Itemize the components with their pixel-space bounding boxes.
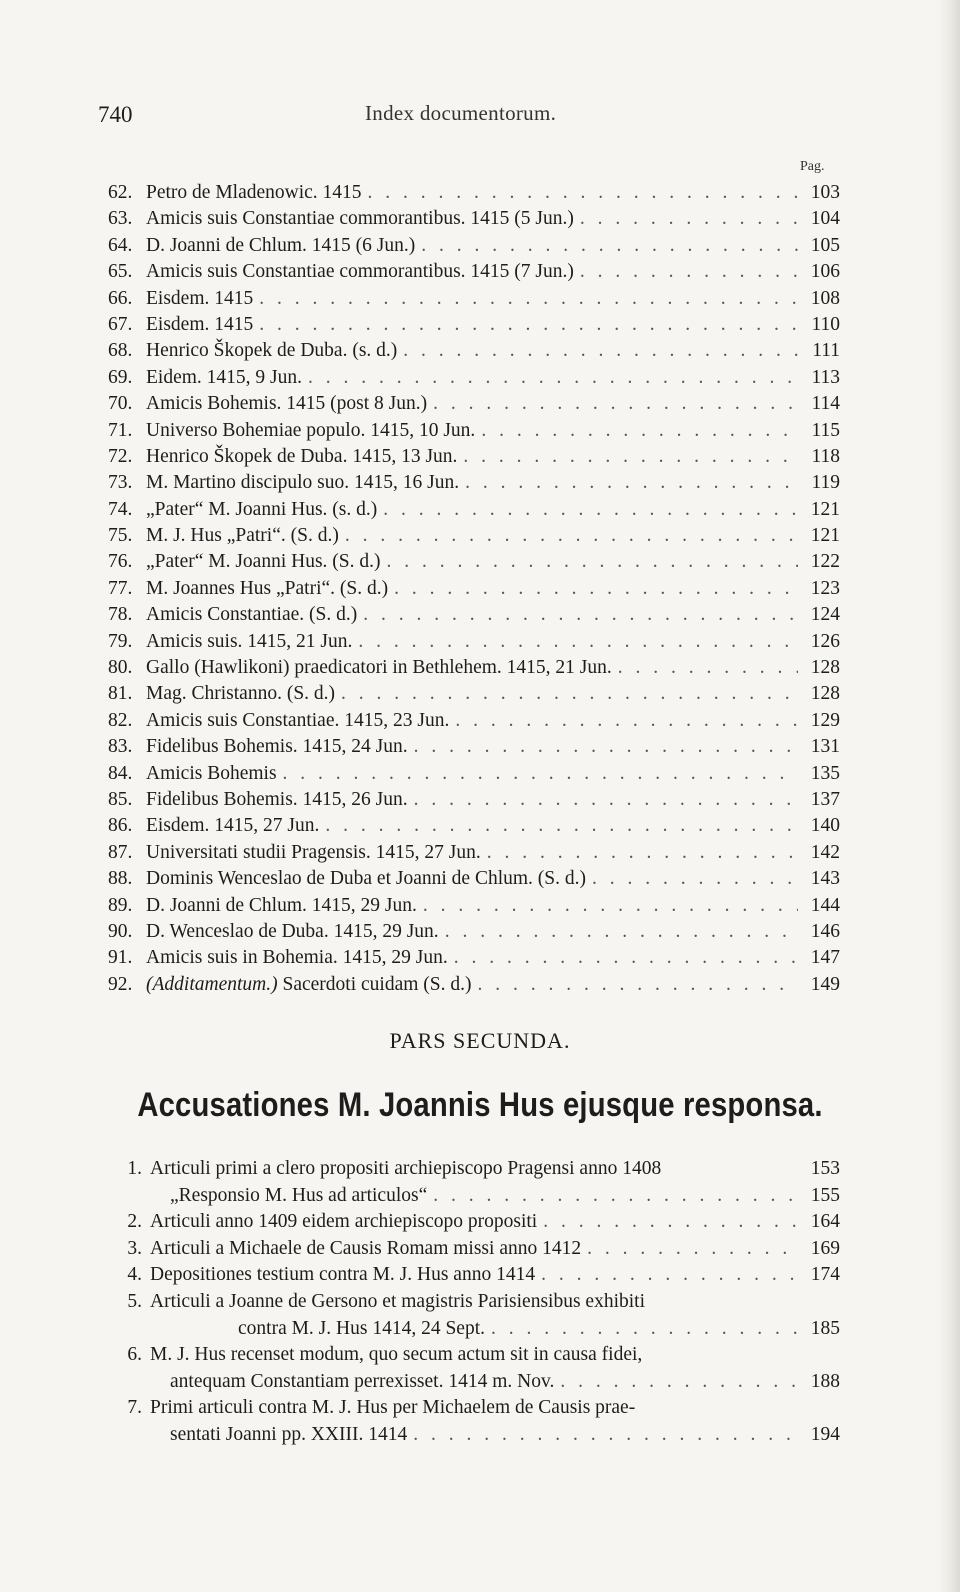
dot-leader [463,444,798,470]
entry-number: 71. [108,419,133,441]
entry-page: 105 [810,234,840,256]
entry-title: Eisdem. 1415 [146,287,254,309]
dot-leader [363,602,798,628]
index-entry [108,945,840,971]
entry-page: 121 [810,498,840,520]
entry-page: 153 [810,1158,840,1179]
entry-page: 128 [810,683,840,705]
entry-title: Amicis suis in Bohemia. 1415, 29 Jun. [146,947,448,969]
entry-page: 135 [810,762,840,784]
entry-title: Fidelibus Bohemis. 1415, 24 Jun. [146,736,408,758]
entry-page: 143 [810,868,840,890]
dot-leader [403,338,798,364]
entry-title: Universitati studii Pragensis. 1415, 27 Jun. [146,841,481,863]
dot-leader [413,1422,798,1448]
dot-leader [341,681,798,707]
entry-page: 155 [810,1184,840,1206]
entry-number: 90. [108,920,133,942]
entry-page: 140 [810,815,840,837]
entry-number: 80. [108,657,133,679]
dot-leader [394,576,798,602]
index-entry [108,840,840,866]
entry-title: Articuli anno 1409 eidem archiepiscopo propositi [150,1211,538,1233]
dot-leader [414,734,798,760]
index-entry [108,391,840,417]
entry-number: 62. [108,182,133,203]
dot-leader [481,418,798,444]
entry-title: „Responsio M. Hus ad articulos“ [170,1184,428,1206]
entry-number: 1. [127,1158,142,1179]
entry-title: antequam Constantiam perrexisset. 1414 m. Nov. [170,1370,555,1392]
index-entry [108,1395,840,1422]
dot-leader [368,180,798,206]
entry-number: 79. [108,630,133,652]
index-entry [108,206,840,232]
entry-page: 169 [810,1237,840,1259]
index-entry [108,286,840,312]
index-entry [108,1183,840,1210]
index-entry [108,338,840,364]
entry-title: Dominis Wenceslao de Duba et Joanni de Chlum. (S. d.) [146,868,586,890]
index-entry [108,418,840,444]
entry-title: M. J. Hus recenset modum, quo secum actum sit in causa fidei, [150,1344,643,1366]
dot-leader [345,523,798,549]
dot-leader [308,365,798,391]
entry-page: 113 [811,366,840,388]
entry-page: 115 [811,419,840,441]
index-entry [108,1156,840,1183]
index-entry [108,576,840,602]
entry-page: 146 [810,920,840,942]
index-entry [108,734,840,760]
index-entry [108,259,840,285]
entry-number: 82. [108,709,133,731]
index-entry [108,312,840,338]
section-title: Accusationes M. Joannis Hus ejusque responsa. [137,1086,823,1124]
entry-title: Amicis Bohemis [146,762,277,784]
dot-leader [541,1262,798,1288]
index-entry [108,1262,840,1289]
index-list-part1 [108,180,840,998]
entry-title: Amicis suis Constantiae commorantibus. 1415 (7 Jun.) [146,261,574,283]
index-entry [108,972,840,998]
entry-title: D. Wenceslao de Duba. 1415, 29 Jun. [146,920,439,942]
entry-title: Articuli primi a clero propositi archiepiscopo Pragensi anno 1408 [150,1158,662,1179]
index-entry [108,1209,840,1236]
part-title: PARS SECUNDA. [389,1028,571,1053]
index-entry [108,470,840,496]
index-entry [108,497,840,523]
entry-page: 164 [810,1211,840,1233]
page-edge [938,0,960,1592]
entry-number: 2. [127,1211,142,1233]
entry-page: 142 [810,841,840,863]
index-entry [108,444,840,470]
entry-number: 92. [108,973,133,995]
entry-number: 70. [108,393,133,415]
entry-title: M. Joannes Hus „Patri“. (S. d.) [146,577,389,599]
entry-title: Amicis suis Constantiae commorantibus. 1415 (5 Jun.) [146,208,574,230]
entry-page: 121 [810,525,840,547]
entry-page: 194 [810,1423,840,1445]
entry-number: 89. [108,894,133,916]
entry-title: D. Joanni de Chlum. 1415, 29 Jun. [146,894,417,916]
index-list-part2 [108,1156,840,1449]
index-entry [108,866,840,892]
entry-page: 174 [810,1264,840,1286]
entry-title: Eisdem. 1415 [146,313,254,335]
entry-page: 106 [810,261,840,283]
dot-leader [325,813,798,839]
entry-title: Amicis suis Constantiae. 1415, 23 Jun. [146,709,450,731]
dot-leader [491,1316,798,1342]
entry-page: 129 [810,709,840,731]
entry-page: 144 [810,894,840,916]
entry-page: 110 [811,313,840,335]
index-entry [108,602,840,628]
index-entry [108,813,840,839]
entry-title: M. Martino discipulo suo. 1415, 16 Jun. [146,472,460,494]
entry-number: 74. [108,498,133,520]
entry-page: 188 [810,1370,840,1392]
dot-leader [387,549,798,575]
dot-leader [259,312,798,338]
dot-leader [421,233,798,259]
index-entry [108,708,840,734]
entry-title: „Pater“ M. Joanni Hus. (s. d.) [146,498,378,520]
dot-leader [580,259,798,285]
index-entry [108,893,840,919]
index-entry [108,681,840,707]
index-entry [108,629,840,655]
dot-leader [259,286,798,312]
index-entry [108,1289,840,1316]
entry-number: 73. [108,472,133,494]
dot-leader [414,787,798,813]
entry-number: 83. [108,736,133,758]
entry-page: 185 [810,1317,840,1339]
entry-title: Amicis Bohemis. 1415 (post 8 Jun.) [146,393,428,415]
entry-page: 104 [810,208,840,230]
entry-title: D. Joanni de Chlum. 1415 (6 Jun.) [146,234,416,256]
entry-title: „Pater“ M. Joanni Hus. (S. d.) [146,551,381,573]
entry-title: sentati Joanni pp. XXIII. 1414 [170,1423,408,1445]
index-entry [108,1422,840,1449]
dot-leader [445,919,798,945]
pag-column-label: Pag. [800,159,825,174]
entry-title: Depositiones testium contra M. J. Hus anno 1414 [150,1264,536,1286]
entry-title: Primi articuli contra M. J. Hus per Michaelem de Causis prae- [150,1397,636,1419]
entry-page: 126 [810,630,840,652]
index-entry [108,1316,840,1343]
entry-title: contra M. J. Hus 1414, 24 Sept. [238,1317,485,1339]
entry-number: 63. [108,208,133,230]
dot-leader [587,1236,798,1262]
dot-leader [383,497,798,523]
entry-title: M. J. Hus „Patri“. (S. d.) [146,525,339,547]
dot-leader [455,708,798,734]
entry-number: 66. [108,287,133,309]
entry-title: Henrico Škopek de Duba. (s. d.) [146,340,398,362]
entry-title-text: Sacerdoti cuidam (S. d.) [282,973,472,995]
entry-page: 124 [810,604,840,626]
dot-leader [560,1369,798,1395]
entry-number: 75. [108,525,133,547]
dot-leader [283,761,798,787]
dot-leader [618,655,798,681]
entry-title: Eisdem. 1415, 27 Jun. [146,815,320,837]
entry-title-italic: (Additamentum.) [146,973,278,995]
entry-title: Amicis Constantiae. (S. d.) [146,604,358,626]
entry-page: 103 [810,182,840,203]
index-entry [108,1342,840,1369]
index-entry [108,549,840,575]
index-entry [108,523,840,549]
dot-leader [454,945,798,971]
entry-title [146,972,471,998]
entry-page: 114 [811,393,840,415]
index-entry [108,365,840,391]
entry-page: 131 [810,736,840,758]
entry-number: 77. [108,577,133,599]
entry-page: 122 [810,551,840,573]
dot-leader [433,391,798,417]
entry-title: Fidelibus Bohemis. 1415, 26 Jun. [146,788,408,810]
entry-title: Petro de Mladenowic. 1415 [146,182,362,203]
dot-leader [592,866,798,892]
entry-number: 5. [127,1290,142,1312]
index-entry [108,180,840,206]
entry-number: 65. [108,261,133,283]
entry-page: 147 [810,947,840,969]
entry-title: Amicis suis. 1415, 21 Jun. [146,630,353,652]
entry-number: 67. [108,313,133,335]
index-entry [108,233,840,259]
entry-number: 76. [108,551,133,573]
entry-number: 86. [108,815,133,837]
dot-leader [477,972,798,998]
entry-number: 87. [108,841,133,863]
dot-leader [580,206,798,232]
index-entry [108,655,840,681]
entry-number: 85. [108,788,133,810]
running-title: Index documentorum. [365,101,557,125]
dot-leader [487,840,798,866]
entry-title: Articuli a Michaele de Causis Romam missi anno 1412 [150,1237,582,1259]
entry-page: 119 [811,472,840,494]
entry-number: 72. [108,445,133,467]
entry-page: 137 [810,788,840,810]
entry-number: 6. [127,1344,142,1366]
entry-page: 111 [812,340,840,362]
dot-leader [543,1209,798,1235]
entry-title: Henrico Škopek de Duba. 1415, 13 Jun. [146,445,458,467]
index-entry [108,761,840,787]
entry-number: 78. [108,604,133,626]
entry-title: Mag. Christanno. (S. d.) [146,683,336,705]
page-number: 740 [98,102,133,127]
entry-page: 123 [810,577,840,599]
entry-number: 64. [108,234,133,256]
index-entry [108,919,840,945]
entry-page: 128 [810,657,840,679]
entry-number: 7. [127,1397,142,1419]
entry-number: 3. [127,1237,142,1259]
entry-number: 69. [108,366,133,388]
entry-page: 118 [811,445,840,467]
entry-title: Universo Bohemiae populo. 1415, 10 Jun. [146,419,476,441]
entry-number: 88. [108,868,133,890]
entry-number: 4. [127,1264,142,1286]
entry-number: 84. [108,762,133,784]
index-entry [108,1369,840,1396]
dot-leader [358,629,798,655]
entry-number: 81. [108,683,133,705]
dot-leader [423,893,798,919]
entry-number: 68. [108,340,133,362]
entry-title: Gallo (Hawlikoni) praedicatori in Bethlehem. 1415, 21 Jun. [146,657,612,679]
entry-title: Eidem. 1415, 9 Jun. [146,366,302,388]
entry-page: 149 [810,973,840,995]
entry-page: 108 [810,287,840,309]
index-entry [108,787,840,813]
index-entry [108,1236,840,1263]
entry-title: Articuli a Joanne de Gersono et magistris Parisiensibus exhibiti [150,1290,645,1312]
dot-leader [433,1183,798,1209]
entry-number: 91. [108,947,133,969]
dot-leader [465,470,798,496]
